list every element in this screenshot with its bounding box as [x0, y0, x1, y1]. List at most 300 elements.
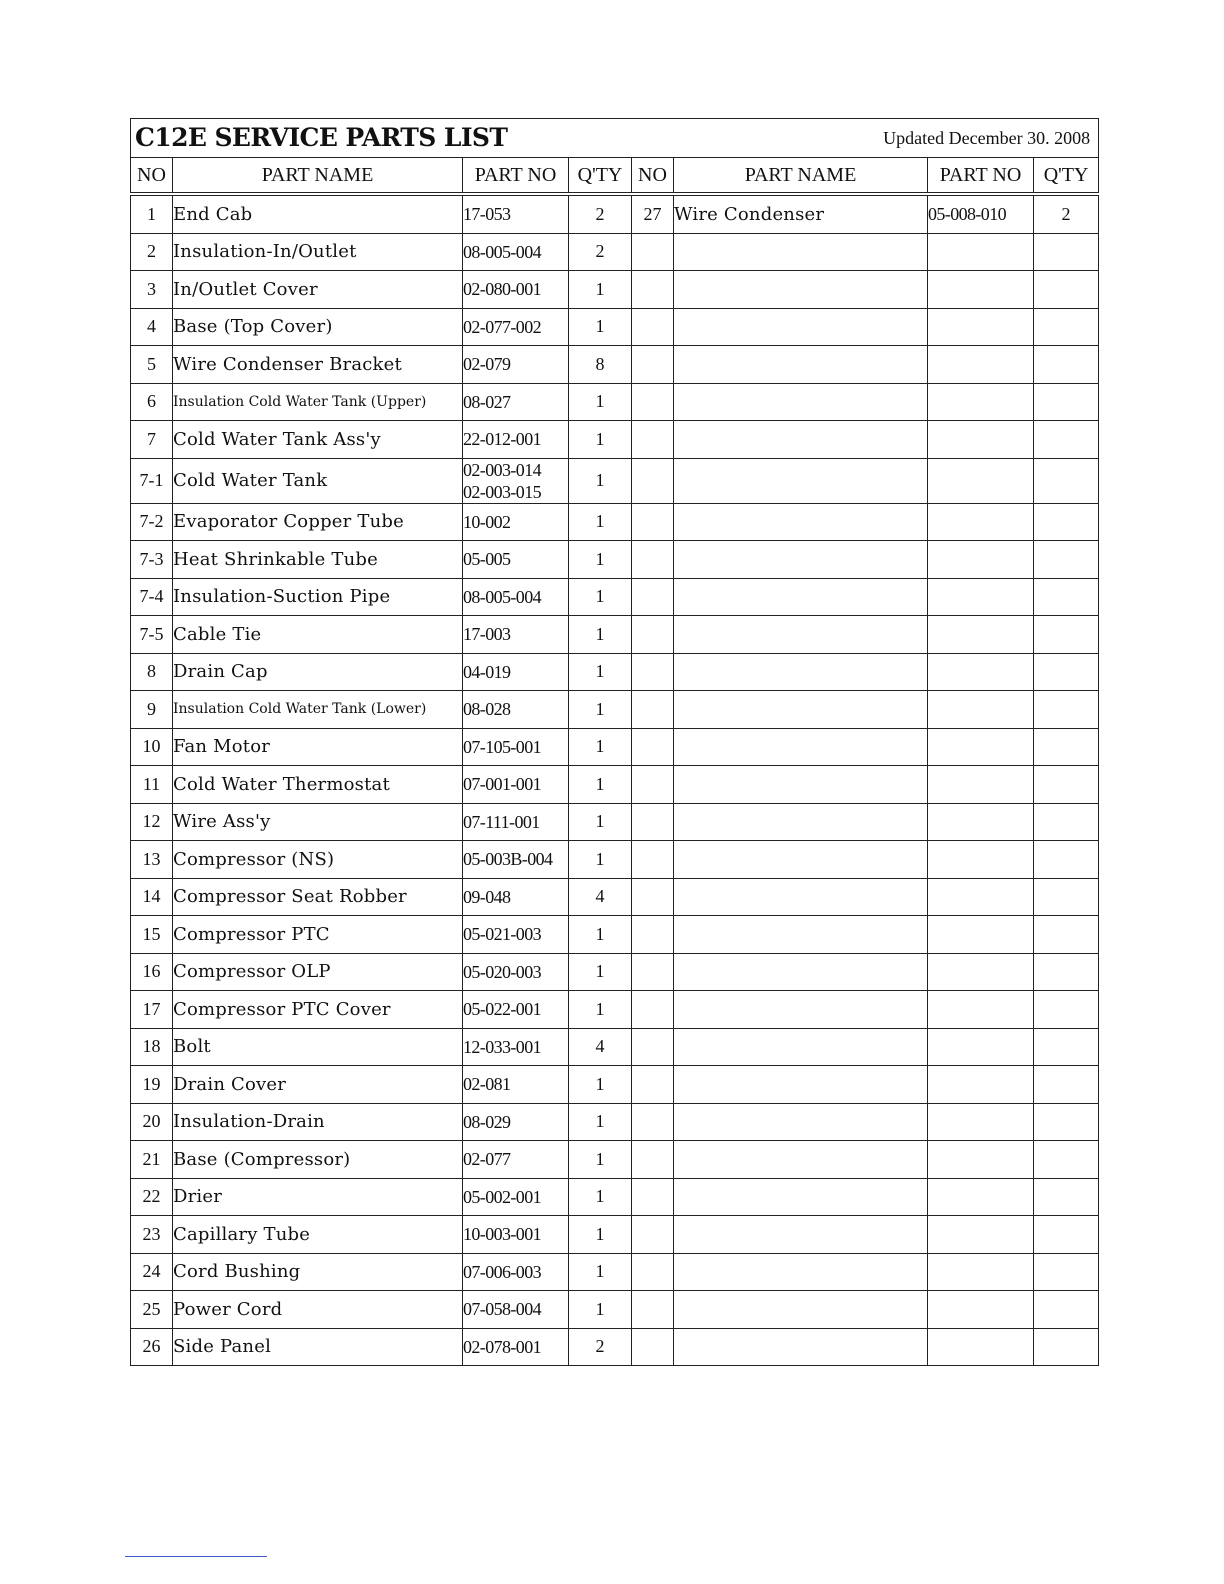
- row-part-no-right: 05-008-010: [928, 194, 1034, 233]
- part-no-value: 17-003: [463, 624, 511, 645]
- row-qty: 1: [569, 653, 632, 691]
- row-qty-right: [1034, 1178, 1099, 1216]
- row-part-name-right: [674, 766, 928, 804]
- row-part-name-right: [674, 803, 928, 841]
- row-qty: 1: [569, 953, 632, 991]
- row-part-no-right: [928, 541, 1034, 579]
- row-part-name: Compressor PTC Cover: [173, 991, 463, 1029]
- row-qty-right: [1034, 578, 1099, 616]
- row-qty: 4: [569, 1028, 632, 1066]
- header-row: [131, 158, 1099, 195]
- part-no-value: 02-003-014: [463, 459, 541, 480]
- row-qty-right: [1034, 1141, 1099, 1179]
- row-qty-right: [1034, 803, 1099, 841]
- table-row: [131, 1066, 1099, 1104]
- row-part-name-right: [674, 503, 928, 541]
- row-part-no: [463, 194, 569, 233]
- row-part-no-right: [928, 271, 1034, 309]
- part-no-value: 05-002-001: [463, 1186, 541, 1207]
- row-part-no-right: [928, 1216, 1034, 1254]
- row-part-name: Insulation-Suction Pipe: [173, 578, 463, 616]
- row-part-no: [463, 271, 569, 309]
- document-title: C12E SERVICE PARTS LIST: [135, 123, 508, 152]
- row-part-name-right: [674, 1291, 928, 1329]
- row-no: 11: [131, 766, 173, 804]
- row-no-right: [632, 653, 674, 691]
- row-part-no: [463, 421, 569, 459]
- part-no-value: 05-005: [463, 549, 511, 570]
- row-part-no: [463, 1066, 569, 1104]
- row-part-name-right: [674, 653, 928, 691]
- row-no-right: [632, 1028, 674, 1066]
- row-no: 17: [131, 991, 173, 1029]
- row-no-right: [632, 691, 674, 729]
- row-no-right: [632, 1291, 674, 1329]
- row-part-no-right: [928, 1028, 1034, 1066]
- row-part-name-right: [674, 233, 928, 271]
- row-part-name: Drain Cover: [173, 1066, 463, 1104]
- row-qty-right: [1034, 421, 1099, 459]
- row-part-no: [463, 616, 569, 654]
- row-qty: 1: [569, 1178, 632, 1216]
- row-part-no: [463, 1141, 569, 1179]
- row-no: 12: [131, 803, 173, 841]
- part-no-value: 02-080-001: [463, 279, 541, 300]
- table-row: [131, 766, 1099, 804]
- part-no-value: 07-105-001: [463, 736, 541, 757]
- row-part-name-right: [674, 1328, 928, 1366]
- row-part-no: [463, 233, 569, 271]
- table-row: [131, 653, 1099, 691]
- row-part-name-right: [674, 271, 928, 309]
- row-part-no-right: [928, 578, 1034, 616]
- part-no-value: 07-006-003: [463, 1261, 541, 1282]
- table-row: [131, 1178, 1099, 1216]
- part-no-value: 08-027: [463, 391, 511, 412]
- table-row: [131, 346, 1099, 384]
- row-part-no-right: [928, 1066, 1034, 1104]
- row-qty-right: 2: [1034, 194, 1099, 233]
- row-part-name-right: [674, 916, 928, 954]
- row-part-name-right: [674, 953, 928, 991]
- row-part-no: [463, 728, 569, 766]
- row-part-no: [463, 691, 569, 729]
- row-no: 7: [131, 421, 173, 459]
- table-row: [131, 503, 1099, 541]
- row-part-name: Insulation Cold Water Tank (Lower): [173, 691, 463, 729]
- row-qty: 1: [569, 728, 632, 766]
- row-no-right: [632, 541, 674, 579]
- row-qty: 1: [569, 383, 632, 421]
- row-qty: 1: [569, 578, 632, 616]
- row-no-right: [632, 271, 674, 309]
- row-part-name-right: [674, 1253, 928, 1291]
- row-qty: 2: [569, 1328, 632, 1366]
- row-part-no-right: [928, 653, 1034, 691]
- header-part-name-left: PART NAME: [173, 158, 463, 195]
- row-part-name-right: [674, 541, 928, 579]
- row-no: 7-5: [131, 616, 173, 654]
- row-qty-right: [1034, 383, 1099, 421]
- row-qty: 1: [569, 1103, 632, 1141]
- row-no-right: [632, 766, 674, 804]
- row-no-right: [632, 1178, 674, 1216]
- table-row: [131, 1141, 1099, 1179]
- row-no-right: [632, 383, 674, 421]
- row-no: 13: [131, 841, 173, 879]
- row-part-no: [463, 1328, 569, 1366]
- row-part-no-right: [928, 953, 1034, 991]
- row-no: 5: [131, 346, 173, 384]
- row-qty-right: [1034, 953, 1099, 991]
- part-no-value: 08-005-004: [463, 241, 541, 262]
- row-no: 19: [131, 1066, 173, 1104]
- row-no-right: [632, 421, 674, 459]
- row-qty-right: [1034, 1291, 1099, 1329]
- row-part-no-right: [928, 878, 1034, 916]
- row-qty-right: [1034, 878, 1099, 916]
- row-qty: 2: [569, 194, 632, 233]
- row-no: 16: [131, 953, 173, 991]
- part-no-value: 05-022-001: [463, 999, 541, 1020]
- row-no: 7-2: [131, 503, 173, 541]
- row-qty-right: [1034, 916, 1099, 954]
- row-no-right: [632, 841, 674, 879]
- table-row: [131, 916, 1099, 954]
- row-part-no: [463, 653, 569, 691]
- row-qty-right: [1034, 458, 1099, 503]
- row-qty: 1: [569, 308, 632, 346]
- row-part-no: [463, 1028, 569, 1066]
- row-part-name: Wire Condenser Bracket: [173, 346, 463, 384]
- row-part-name: Cold Water Tank Ass'y: [173, 421, 463, 459]
- row-qty: 1: [569, 916, 632, 954]
- part-no-value: 22-012-001: [463, 429, 541, 450]
- table-row: [131, 841, 1099, 879]
- row-no: 9: [131, 691, 173, 729]
- row-no-right: [632, 1253, 674, 1291]
- row-part-name: Cord Bushing: [173, 1253, 463, 1291]
- row-part-no-right: [928, 233, 1034, 271]
- row-no: 7-3: [131, 541, 173, 579]
- row-part-no-right: [928, 346, 1034, 384]
- footer-link-underline[interactable]: [125, 1556, 267, 1557]
- row-qty-right: [1034, 616, 1099, 654]
- row-part-name-right: [674, 728, 928, 766]
- row-part-name: End Cab: [173, 194, 463, 233]
- row-part-name: Capillary Tube: [173, 1216, 463, 1254]
- row-part-no-right: [928, 308, 1034, 346]
- header-qty-right: Q'TY: [1034, 158, 1099, 195]
- row-qty-right: [1034, 1103, 1099, 1141]
- part-no-value: 04-019: [463, 661, 511, 682]
- row-no: 21: [131, 1141, 173, 1179]
- row-part-no: [463, 766, 569, 804]
- parts-list-sheet: [130, 118, 1098, 1366]
- row-part-no: [463, 1178, 569, 1216]
- row-part-name: Drier: [173, 1178, 463, 1216]
- row-qty: 1: [569, 841, 632, 879]
- row-no-right: [632, 233, 674, 271]
- row-part-name: In/Outlet Cover: [173, 271, 463, 309]
- row-no-right: [632, 916, 674, 954]
- part-no-value: 02-081: [463, 1074, 511, 1095]
- row-part-no: [463, 991, 569, 1029]
- row-part-no: [463, 578, 569, 616]
- row-part-no-right: [928, 916, 1034, 954]
- row-part-name: Insulation Cold Water Tank (Upper): [173, 383, 463, 421]
- table-row: [131, 1103, 1099, 1141]
- header-part-no-left: PART NO: [463, 158, 569, 195]
- row-part-name-right: [674, 1178, 928, 1216]
- row-part-name-right: [674, 1103, 928, 1141]
- part-no-value: 02-003-015: [463, 481, 541, 502]
- row-part-no: [463, 953, 569, 991]
- row-part-no-right: [928, 503, 1034, 541]
- row-part-no-right: [928, 616, 1034, 654]
- table-row: [131, 194, 1099, 233]
- row-part-no: [463, 458, 569, 503]
- row-part-name: Evaporator Copper Tube: [173, 503, 463, 541]
- row-part-name: Cold Water Tank: [173, 458, 463, 503]
- row-part-name-right: [674, 616, 928, 654]
- row-part-no: [463, 383, 569, 421]
- row-qty: 1: [569, 1253, 632, 1291]
- row-part-name: Insulation-Drain: [173, 1103, 463, 1141]
- row-part-name: Base (Compressor): [173, 1141, 463, 1179]
- table-row: [131, 578, 1099, 616]
- row-no: 14: [131, 878, 173, 916]
- row-qty-right: [1034, 1328, 1099, 1366]
- row-no: 8: [131, 653, 173, 691]
- row-part-name: Bolt: [173, 1028, 463, 1066]
- row-qty-right: [1034, 1066, 1099, 1104]
- table-row: [131, 421, 1099, 459]
- row-part-no: [463, 308, 569, 346]
- row-no: 20: [131, 1103, 173, 1141]
- row-qty: 1: [569, 691, 632, 729]
- row-part-name-right: [674, 991, 928, 1029]
- row-part-name-right: [674, 421, 928, 459]
- row-qty-right: [1034, 233, 1099, 271]
- row-part-name: Cable Tie: [173, 616, 463, 654]
- part-no-value: 12-033-001: [463, 1036, 541, 1057]
- part-no-value: 07-058-004: [463, 1299, 541, 1320]
- row-qty-right: [1034, 541, 1099, 579]
- row-part-name: Cold Water Thermostat: [173, 766, 463, 804]
- row-no: 23: [131, 1216, 173, 1254]
- table-row: [131, 308, 1099, 346]
- row-no: 7-1: [131, 458, 173, 503]
- part-no-value: 09-048: [463, 886, 511, 907]
- row-no: 26: [131, 1328, 173, 1366]
- table-row: [131, 616, 1099, 654]
- part-no-value: 10-003-001: [463, 1224, 541, 1245]
- row-no: 7-4: [131, 578, 173, 616]
- table-row: [131, 1328, 1099, 1366]
- row-qty: 1: [569, 616, 632, 654]
- row-qty: 1: [569, 1291, 632, 1329]
- table-row: [131, 691, 1099, 729]
- row-no-right: [632, 346, 674, 384]
- row-part-name: Insulation-In/Outlet: [173, 233, 463, 271]
- table-row: [131, 991, 1099, 1029]
- row-no-right: [632, 878, 674, 916]
- row-part-no-right: [928, 1103, 1034, 1141]
- row-qty: 1: [569, 458, 632, 503]
- row-no: 22: [131, 1178, 173, 1216]
- row-part-name: Compressor OLP: [173, 953, 463, 991]
- row-no-right: [632, 616, 674, 654]
- row-no-right: 27: [632, 194, 674, 233]
- header-qty-left: Q'TY: [569, 158, 632, 195]
- part-no-value: 17-053: [463, 204, 511, 225]
- row-part-name-right: [674, 1028, 928, 1066]
- row-part-name-right: [674, 383, 928, 421]
- row-qty-right: [1034, 271, 1099, 309]
- row-qty: 2: [569, 233, 632, 271]
- row-qty: 4: [569, 878, 632, 916]
- row-part-name: Side Panel: [173, 1328, 463, 1366]
- title-row: [131, 119, 1099, 158]
- row-no: 18: [131, 1028, 173, 1066]
- row-part-no-right: [928, 691, 1034, 729]
- row-no-right: [632, 458, 674, 503]
- row-qty: 1: [569, 1066, 632, 1104]
- table-row: [131, 458, 1099, 503]
- row-qty-right: [1034, 1216, 1099, 1254]
- row-part-no: [463, 916, 569, 954]
- row-part-no: [463, 1253, 569, 1291]
- row-part-no: [463, 1216, 569, 1254]
- row-qty: 1: [569, 503, 632, 541]
- row-part-name: Compressor Seat Robber: [173, 878, 463, 916]
- row-part-name: Fan Motor: [173, 728, 463, 766]
- part-no-value: 02-077: [463, 1149, 511, 1170]
- row-part-no-right: [928, 1141, 1034, 1179]
- row-part-name-right: [674, 691, 928, 729]
- row-qty: 1: [569, 766, 632, 804]
- row-part-no-right: [928, 421, 1034, 459]
- row-qty: 1: [569, 271, 632, 309]
- table-row: [131, 728, 1099, 766]
- row-part-name-right: [674, 1066, 928, 1104]
- row-qty: 1: [569, 1141, 632, 1179]
- row-part-no-right: [928, 383, 1034, 421]
- table-row: [131, 233, 1099, 271]
- row-part-no: [463, 346, 569, 384]
- row-no-right: [632, 953, 674, 991]
- part-no-value: 02-077-002: [463, 316, 541, 337]
- table-row: [131, 541, 1099, 579]
- part-no-value: 02-078-001: [463, 1336, 541, 1357]
- table-row: [131, 1216, 1099, 1254]
- table-row: [131, 271, 1099, 309]
- row-part-no-right: [928, 766, 1034, 804]
- row-part-no-right: [928, 1291, 1034, 1329]
- part-no-value: 02-079: [463, 354, 511, 375]
- parts-table: [130, 118, 1099, 1366]
- row-no: 1: [131, 194, 173, 233]
- row-part-no: [463, 841, 569, 879]
- row-qty-right: [1034, 653, 1099, 691]
- part-no-value: 08-028: [463, 699, 511, 720]
- row-qty-right: [1034, 503, 1099, 541]
- row-part-no-right: [928, 841, 1034, 879]
- row-part-name: Compressor (NS): [173, 841, 463, 879]
- row-part-name-right: [674, 1216, 928, 1254]
- row-part-no-right: [928, 1253, 1034, 1291]
- row-part-name-right: Wire Condenser: [674, 194, 928, 233]
- row-no: 4: [131, 308, 173, 346]
- row-part-no: [463, 878, 569, 916]
- row-qty-right: [1034, 346, 1099, 384]
- row-part-no: [463, 803, 569, 841]
- header-no-right: NO: [632, 158, 674, 195]
- row-part-name: Heat Shrinkable Tube: [173, 541, 463, 579]
- row-qty-right: [1034, 991, 1099, 1029]
- row-no-right: [632, 503, 674, 541]
- row-part-no: [463, 541, 569, 579]
- row-part-no: [463, 1291, 569, 1329]
- row-part-name: Power Cord: [173, 1291, 463, 1329]
- row-no: 10: [131, 728, 173, 766]
- row-no-right: [632, 1216, 674, 1254]
- row-no: 6: [131, 383, 173, 421]
- row-no: 3: [131, 271, 173, 309]
- row-part-name: Base (Top Cover): [173, 308, 463, 346]
- row-part-name-right: [674, 308, 928, 346]
- row-qty-right: [1034, 841, 1099, 879]
- row-qty: 1: [569, 803, 632, 841]
- row-qty-right: [1034, 766, 1099, 804]
- row-no: 15: [131, 916, 173, 954]
- row-qty-right: [1034, 728, 1099, 766]
- row-qty: 1: [569, 991, 632, 1029]
- table-row: [131, 383, 1099, 421]
- row-qty: 1: [569, 1216, 632, 1254]
- table-row: [131, 803, 1099, 841]
- row-no-right: [632, 803, 674, 841]
- row-part-name-right: [674, 578, 928, 616]
- row-part-name-right: [674, 878, 928, 916]
- table-row: [131, 953, 1099, 991]
- table-row: [131, 1028, 1099, 1066]
- row-no-right: [632, 1328, 674, 1366]
- row-no-right: [632, 308, 674, 346]
- row-part-no-right: [928, 803, 1034, 841]
- row-no: 25: [131, 1291, 173, 1329]
- row-qty-right: [1034, 1253, 1099, 1291]
- table-row: [131, 1291, 1099, 1329]
- row-no-right: [632, 991, 674, 1029]
- part-no-value: 05-003B-004: [463, 849, 553, 870]
- row-part-no-right: [928, 1178, 1034, 1216]
- table-row: [131, 1253, 1099, 1291]
- row-part-no-right: [928, 728, 1034, 766]
- row-no: 24: [131, 1253, 173, 1291]
- row-part-name-right: [674, 1141, 928, 1179]
- part-no-value: 07-001-001: [463, 774, 541, 795]
- part-no-value: 05-020-003: [463, 961, 541, 982]
- row-part-name: Drain Cap: [173, 653, 463, 691]
- row-no-right: [632, 578, 674, 616]
- row-qty: 1: [569, 421, 632, 459]
- row-qty: 1: [569, 541, 632, 579]
- row-part-name-right: [674, 346, 928, 384]
- row-no-right: [632, 1066, 674, 1104]
- row-no-right: [632, 1103, 674, 1141]
